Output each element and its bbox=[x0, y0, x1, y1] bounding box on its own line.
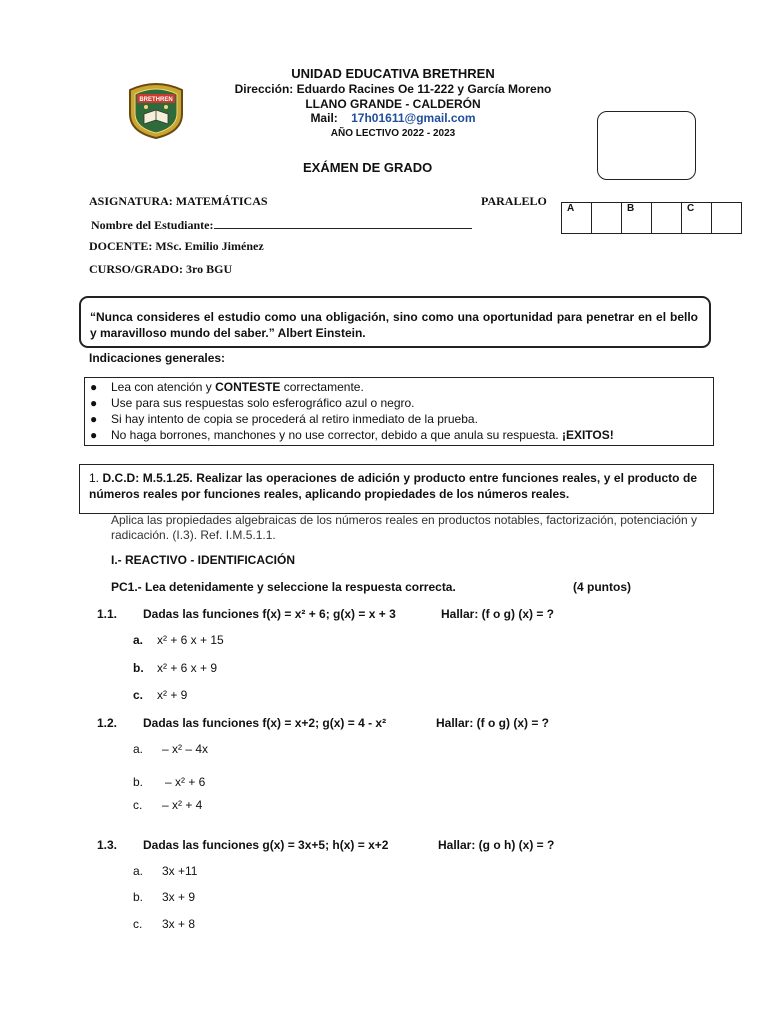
indications-title: Indicaciones generales: bbox=[89, 351, 226, 365]
student-name-label: Nombre del Estudiante: bbox=[91, 218, 214, 232]
rule-text: No haga borrones, manchones y no use corrector, debido a que anula su respuesta. bbox=[111, 428, 562, 442]
quote-text: “Nunca consideres el estudio como una obligación, sino como una oportunidad para penetrar en el bello y maravilloso mundo del saber.” Albert Einstein. bbox=[90, 310, 698, 340]
rule-emphasis: CONTESTE bbox=[215, 380, 281, 394]
option-label[interactable]: a. bbox=[133, 742, 144, 756]
school-location: LLANO GRANDE - CALDERÓN bbox=[305, 97, 481, 111]
dcd-description: D.C.D: M.5.1.25. Realizar las operaciones de adición y producto entre funciones reales, y el producto de números reales por funciones reales, aplicando propiedades de los números reales. bbox=[89, 471, 697, 501]
rule-item bbox=[88, 411, 614, 427]
option-label[interactable]: b. bbox=[133, 661, 144, 675]
rule-item bbox=[88, 379, 614, 395]
bullet-icon: ● bbox=[90, 412, 98, 426]
school-address: Dirección: Eduardo Racines Oe 11-222 y García Moreno bbox=[234, 82, 552, 96]
points-label: (4 puntos) bbox=[573, 580, 631, 594]
option-label[interactable]: c. bbox=[133, 798, 143, 812]
option-label[interactable]: a. bbox=[133, 864, 144, 878]
dcd-number: 1. bbox=[89, 471, 100, 485]
option-label[interactable]: c. bbox=[133, 688, 144, 702]
option-text[interactable]: x² + 9 bbox=[157, 688, 188, 702]
question-find: Hallar: (g o h) (x) = ? bbox=[438, 838, 555, 852]
question-text: Dadas las funciones g(x) = 3x+5; h(x) = x+2 bbox=[143, 838, 389, 852]
option-text[interactable]: x² + 6 x + 15 bbox=[157, 633, 224, 647]
option-label[interactable]: b. bbox=[133, 775, 144, 789]
bullet-icon: ● bbox=[90, 380, 98, 394]
option-text[interactable]: 3x + 8 bbox=[162, 917, 196, 931]
question-find: Hallar: (f o g) (x) = ? bbox=[441, 607, 555, 621]
paralelo-table bbox=[561, 202, 742, 234]
option-label[interactable]: c. bbox=[133, 917, 143, 931]
rule-text: Si hay intento de copia se procederá al retiro inmediato de la prueba. bbox=[111, 412, 478, 426]
rule-item bbox=[88, 395, 614, 411]
paralelo-check-c[interactable] bbox=[712, 203, 742, 234]
rule-text: Use para sus respuestas solo esferográfico azul o negro. bbox=[111, 396, 415, 410]
paralelo-check-b[interactable] bbox=[652, 203, 682, 234]
bullet-icon: ● bbox=[90, 428, 98, 442]
question-number: 1.1. bbox=[97, 607, 118, 621]
option-label[interactable]: a. bbox=[133, 633, 144, 647]
exam-title: EXÁMEN DE GRADO bbox=[303, 160, 433, 175]
rule-text: Lea con atención y bbox=[111, 380, 216, 394]
teacher-label: DOCENTE: MSc. Emilio Jiménez bbox=[89, 239, 264, 253]
option-text[interactable]: x² + 6 x + 9 bbox=[157, 661, 218, 675]
dcd-text bbox=[89, 470, 697, 502]
question-number: 1.3. bbox=[97, 838, 118, 852]
option-text[interactable]: – x² – 4x bbox=[162, 742, 209, 756]
option-text[interactable]: 3x + 9 bbox=[162, 890, 196, 904]
student-name-line[interactable] bbox=[214, 217, 472, 229]
pc1-instruction: PC1.- Lea detenidamente y seleccione la respuesta correcta. bbox=[111, 580, 456, 594]
option-text[interactable]: 3x +11 bbox=[162, 864, 198, 878]
apply-text: Aplica las propiedades algebraicas de los números reales en productos notables, factorización, potenciación y radicación. (I.3). Ref. I.M.5.1.1. bbox=[111, 513, 697, 542]
option-text[interactable]: – x² + 6 bbox=[165, 775, 206, 789]
paralelo-label: PARALELO bbox=[481, 194, 547, 208]
question-text: Dadas las funciones f(x) = x+2; g(x) = 4 - x² bbox=[143, 716, 387, 730]
paralelo-option-c: C bbox=[682, 203, 712, 234]
student-name-field[interactable] bbox=[91, 217, 472, 233]
subject-label: ASIGNATURA: MATEMÁTICAS bbox=[89, 194, 268, 208]
school-year: AÑO LECTIVO 2022 - 2023 bbox=[330, 128, 456, 139]
rule-item bbox=[88, 427, 614, 443]
logo-text: BRETHREN bbox=[139, 97, 173, 103]
course-label: CURSO/GRADO: 3ro BGU bbox=[89, 262, 233, 276]
option-text[interactable]: – x² + 4 bbox=[162, 798, 203, 812]
paralelo-option-a: A bbox=[562, 203, 592, 234]
bullet-icon: ● bbox=[90, 396, 98, 410]
question-text: Dadas las funciones f(x) = x² + 6; g(x) = x + 3 bbox=[143, 607, 396, 621]
option-label[interactable]: b. bbox=[133, 890, 144, 904]
paralelo-check-a[interactable] bbox=[592, 203, 622, 234]
question-number: 1.2. bbox=[97, 716, 118, 730]
grade-box bbox=[597, 111, 696, 180]
rule-emphasis: ¡EXITOS! bbox=[561, 428, 614, 442]
section-title: I.- REACTIVO - IDENTIFICACIÓN bbox=[111, 553, 295, 567]
mail-label: Mail: bbox=[310, 111, 338, 125]
paralelo-option-b: B bbox=[622, 203, 652, 234]
mail-link[interactable]: 17h01611@gmail.com bbox=[351, 111, 476, 125]
rules-list bbox=[88, 379, 614, 443]
school-name: UNIDAD EDUCATIVA BRETHREN bbox=[291, 66, 495, 81]
rule-text-end: correctamente. bbox=[280, 380, 364, 394]
question-find: Hallar: (f o g) (x) = ? bbox=[436, 716, 550, 730]
